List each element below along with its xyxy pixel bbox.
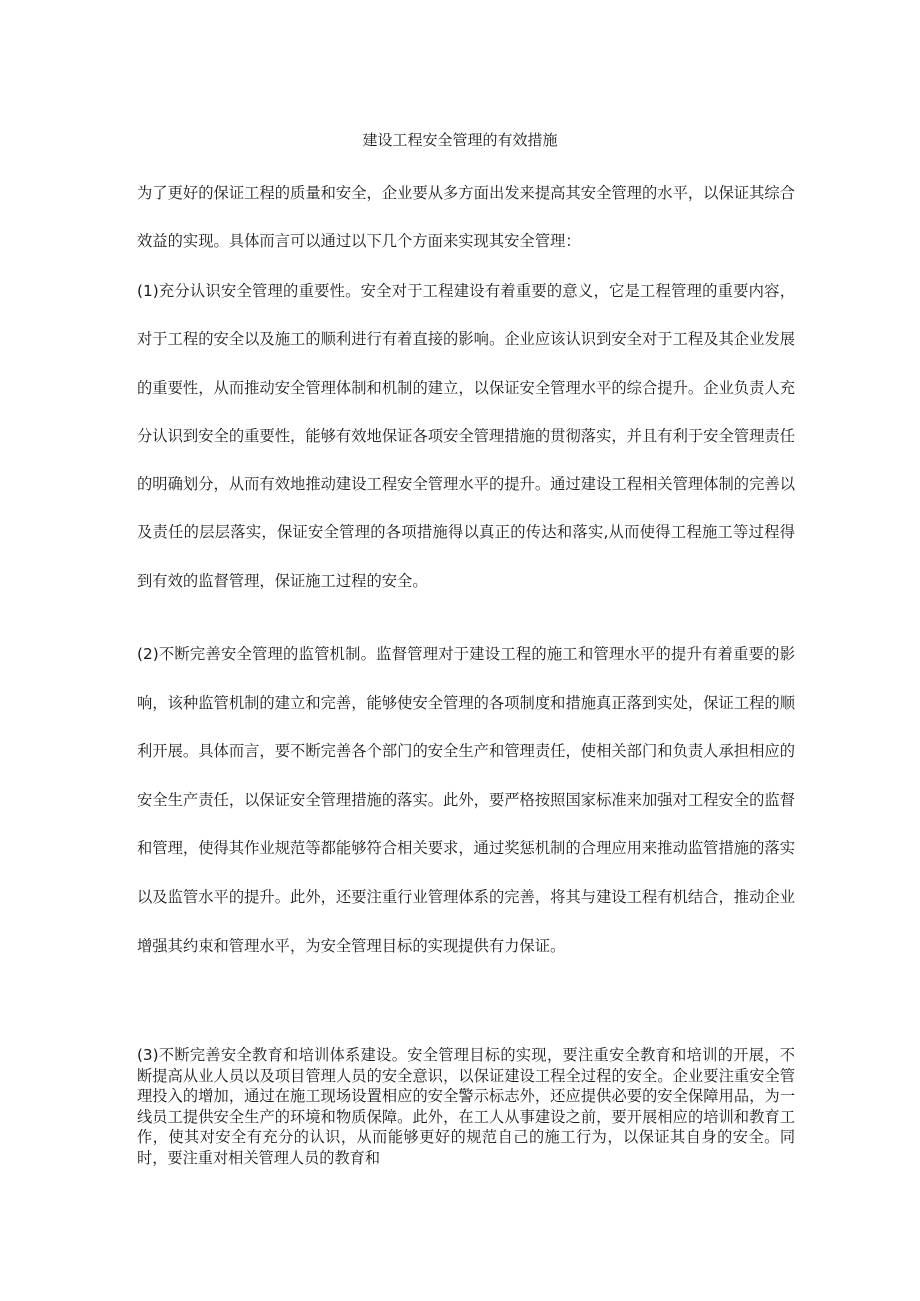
paragraph-section-1: (1)充分认识安全管理的重要性。安全对于工程建设有着重要的意义，它是工程管理的重要内容，对于工程的安全以及施工的顺利进行有着直接的影响。企业应该认识到安全对于工程及其企业发展的重要性，从而推动安全管理体制和机制的建立，以保证安全管理水平的综合提升。企业负责人充分认识到安全的重要性，能够有效地保证各项安全管理措施的贯彻落实，并且有利于安全管理责任的明确划分，从而有效地推动建设工程安全管理水平的提升。通过建设工程相关管理体制的完善以及责任的层层落实，保证安全管理的各项措施得以真正的传达和落实,从而使得工程施工等过程得到有效的监督管理，保证施工过程的安全。: [137, 282, 795, 590]
paragraph-section-2: (2)不断完善安全管理的监管机制。监督管理对于建设工程的施工和管理水平的提升有着重要的影响，该种监管机制的建立和完善，能够使安全管理的各项制度和措施真正落到实处，保证工程的顺利开展。具体而言，要不断完善各个部门的安全生产和管理责任，使相关部门和负责人承担相应的安全生产责任，以保证安全管理措施的落实。此外，要严格按照国家标准来加强对工程安全的监督和管理，使得其作业规范等都能够符合相关要求，通过奖惩机制的合理应用来推动监管措施的落实以及监管水平的提升。此外，还要注重行业管理体系的完善，将其与建设工程有机结合，推动企业增强其约束和管理水平，为安全管理目标的实现提供有力保证。: [137, 645, 795, 955]
page-title: 建设工程安全管理的有效措施: [362, 131, 558, 149]
paragraph-intro: 为了更好的保证工程的质量和安全，企业要从多方面出发来提高其安全管理的水平，以保证其综合效益的实现。具体而言可以通过以下几个方面来实现其安全管理：: [137, 184, 795, 250]
paragraph-section-3: (3)不断完善安全教育和培训体系建设。安全管理目标的实现，要注重安全教育和培训的开展，不断提高从业人员以及项目管理人员的安全意识，以保证建设工程全过程的安全。企业要注重安全管理投入的增加，通过在施工现场设置相应的安全警示标志外，还应提供必要的安全保障用品，为一线员工提供安全生产的环境和物质保障。此外，在工人从事建设之前，要开展相应的培训和教育工作，使其对安全有充分的认识，从而能够更好的规范自己的施工行为，以保证其自身的安全。同时，要注重对相关管理人员的教育和: [137, 1046, 795, 1167]
